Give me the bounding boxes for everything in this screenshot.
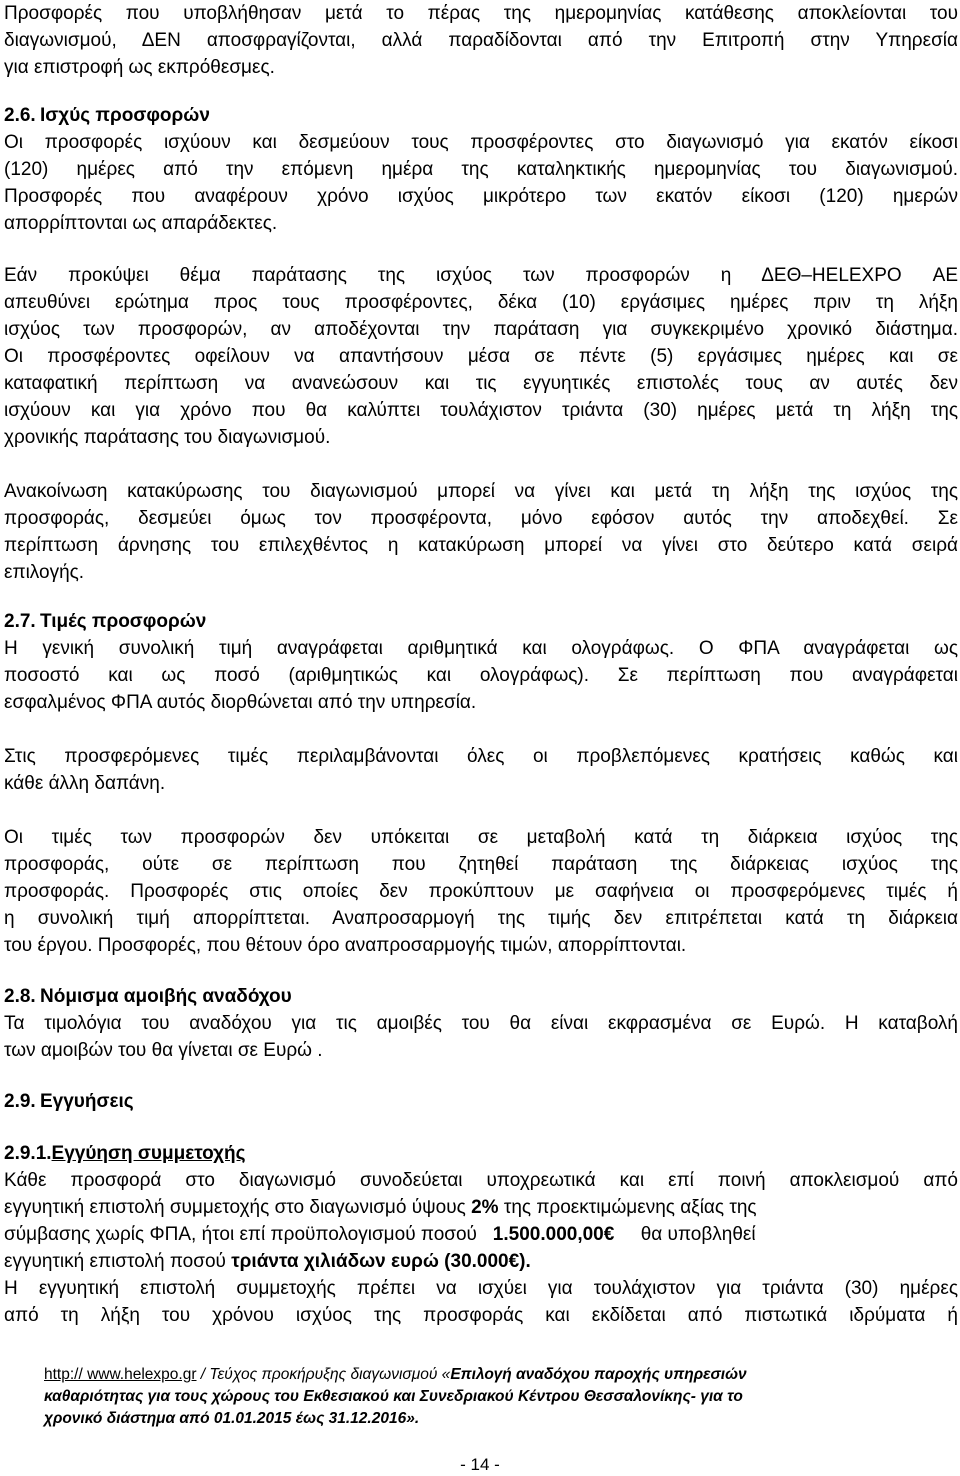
footer [44,1364,944,1430]
percentage-value: 2% [471,1197,499,1218]
paragraph-line: χρονικής παράτασης του διαγωνισμού. [4,427,331,448]
section-heading-2-9 [4,1088,958,1115]
heading-title: Τιμές προσφορών [40,611,207,632]
paragraph-line: ποσοστό και ως ποσό (αριθμητικώς και ολογράφως). Σε περίπτωση που αναγράφεται [4,665,958,686]
section-heading-2-6 [4,102,958,129]
paragraph-line: Εάν προκύψει θέμα παράτασης της ισχύος των προσφορών η ΔΕΘ–HELEXPO ΑΕ [4,265,958,286]
paragraph-line: Στις προσφερόμενες τιμές περιλαμβάνονται όλες οι προβλεπόμενες κρατήσεις καθώς και [4,746,958,767]
paragraph-line: Οι τιμές των προσφορών δεν υπόκειται σε μεταβολή κατά τη διάρκεια ισχύος της [4,827,958,848]
paragraph-line: προσφοράς, δεσμεύει όμως τον προσφέροντα, μόνο εφόσον αυτός την αποδεχθεί. Σε [4,508,958,529]
text-run: εγγυητική επιστολή ποσού [4,1251,226,1272]
footer-line: χρονικό διάστημα από 01.01.2015 έως 31.12.2016». [44,1410,420,1427]
paragraph-line: (120) ημέρες από την επόμενη ημέρα της καταληκτικής ημερομηνίας του διαγωνισμού. [4,159,958,180]
footer-link[interactable]: http:// www.helexpo.gr [44,1366,197,1383]
section-heading-2-9-1 [4,1140,958,1167]
heading-number: 2.6. [4,105,36,126]
paragraph-line: των αμοιβών του θα γίνεται σε Ευρώ . [4,1040,323,1061]
heading-title: Εγγυήσεις [40,1091,134,1112]
paragraph-line: Οι προσφέροντες οφείλουν να απαντήσουν μέσα σε πέντε (5) εργάσιμες ημέρες και σε [4,346,958,367]
paragraph-line: Η εγγυητική επιστολή συμμετοχής πρέπει να ισχύει για τουλάχιστον για τριάντα (30) ημέρες [4,1278,958,1299]
paragraph-line: προσφοράς, ούτε σε περίπτωση που ζητηθεί παράταση της διάρκειας ισχύος της [4,854,958,875]
footer-title: Επιλογή αναδόχου παροχής υπηρεσιών [450,1366,747,1383]
paragraph-line: κάθε άλλη δαπάνη. [4,773,166,794]
heading-number: 2.9.1. [4,1143,52,1164]
paragraph-line: Κάθε προσφορά στο διαγωνισμό συνοδεύεται υποχρεωτικά και επί ποινή αποκλεισμού από [4,1170,958,1191]
paragraph-line: καταφατική περίπτωση να ανανεώσουν και τις εγγυητικές επιστολές τους αν αυτές δεν [4,373,958,394]
paragraph-line: η συνολική τιμή απορρίπτεται. Αναπροσαρμογή της τιμής δεν επιτρέπεται κατά τη διάρκεια [4,908,958,929]
paragraph-line: περίπτωση άρνησης του επιλεχθέντος η κατακύρωση μπορεί να γίνει στο δεύτερο κατά σειρά [4,535,958,556]
paragraph-line: ισχύουν και για χρόνο που θα καλύπτει τουλάχιστον τριάντα (30) ημέρες μετά τη λήξη της [4,400,958,421]
paragraph-line: για επιστροφή ως εκπρόθεσμες. [4,57,275,78]
paragraph-line: διαγωνισμού, ΔΕΝ αποσφραγίζονται, αλλά παραδίδονται από την Επιτροπή στην Υπηρεσία [4,30,958,51]
paragraph-line: Οι προσφορές ισχύουν και δεσμεύουν τους προσφέροντες στο διαγωνισμό για εκατόν είκοσι [4,132,958,153]
heading-title: Νόμισμα αμοιβής αναδόχου [40,986,292,1007]
paragraph-line: Προσφορές που αναφέρουν χρόνο ισχύος μικρότερο των εκατόν είκοσι (120) ημερών [4,186,958,207]
paragraph-line: εσφαλμένος ΦΠΑ αυτός διορθώνεται από την υπηρεσία. [4,692,477,713]
page-number: - 14 - [460,1455,500,1474]
paragraph-line: του έργου. Προσφορές, που θέτουν όρο αναπροσαρμογής τιμών, απορρίπτονται. [4,935,687,956]
paragraph-line: Προσφορές που υποβλήθησαν μετά το πέρας της ημερομηνίας κατάθεσης αποκλείονται του [4,3,958,24]
section-heading-2-8 [4,983,958,1010]
heading-number: 2.9. [4,1091,36,1112]
paragraph-line [4,1221,958,1248]
heading-number: 2.7. [4,611,36,632]
amount-value: 1.500.000,00€ [492,1224,615,1245]
paragraph-line: Η γενική συνολική τιμή αναγράφεται αριθμητικά και ολογράφως. Ο ΦΠΑ αναγράφεται ως [4,638,958,659]
footer-text: / Τεύχος προκήρυξης διαγωνισμού « [196,1366,451,1383]
paragraph-line: επιλογής. [4,562,85,583]
text-run: θα υποβληθεί [640,1224,756,1245]
paragraph-line [4,1248,958,1275]
text-run: εγγυητική επιστολή συμμετοχής στο διαγωνισμό ύψους [4,1197,466,1218]
footer-line [44,1364,944,1386]
footer-line: καθαριότητας για τους χώρους του Εκθεσιακού και Συνεδριακού Κέντρου Θεσσαλονίκης- για το [44,1388,743,1405]
paragraph-line: ισχύος των προσφορών, αν αποδέχονται την παράταση για συγκεκριμένο χρονικό διάστημα. [4,319,958,340]
text-run: σύμβασης χωρίς ΦΠΑ, ήτοι επί προϋπολογισμού ποσού [4,1224,477,1245]
paragraph-line: Ανακοίνωση κατακύρωσης του διαγωνισμού μπορεί να γίνει και μετά τη λήξη της ισχύος της [4,481,958,502]
paragraph-line: από τη λήξη του χρόνου ισχύος της προσφοράς και εκδίδεται από πιστωτικά ιδρύματα ή [4,1305,958,1326]
heading-title: Ισχύς προσφορών [40,105,210,126]
heading-title: Εγγύηση συμμετοχής [51,1143,246,1164]
paragraph-line: Τα τιμολόγια του αναδόχου για τις αμοιβές του θα είναι εκφρασμένα σε Ευρώ. Η καταβολή [4,1013,958,1034]
text-run: της προεκτιμώμενης αξίας της [503,1197,757,1218]
paragraph-line: απευθύνει ερώτημα προς τους προσφέροντες, δέκα (10) εργάσιμες ημέρες πριν τη λήξη [4,292,958,313]
guarantee-amount: τριάντα χιλιάδων ευρώ (30.000€). [231,1251,531,1272]
heading-number: 2.8. [4,986,36,1007]
paragraph-line: προσφοράς. Προσφορές στις οποίες δεν προκύπτουν με σαφήνεια οι προσφερόμενες τιμές ή [4,881,958,902]
paragraph-line: απορρίπτονται ως απαράδεκτες. [4,213,278,234]
section-heading-2-7 [4,608,958,635]
paragraph-line [4,1194,958,1221]
